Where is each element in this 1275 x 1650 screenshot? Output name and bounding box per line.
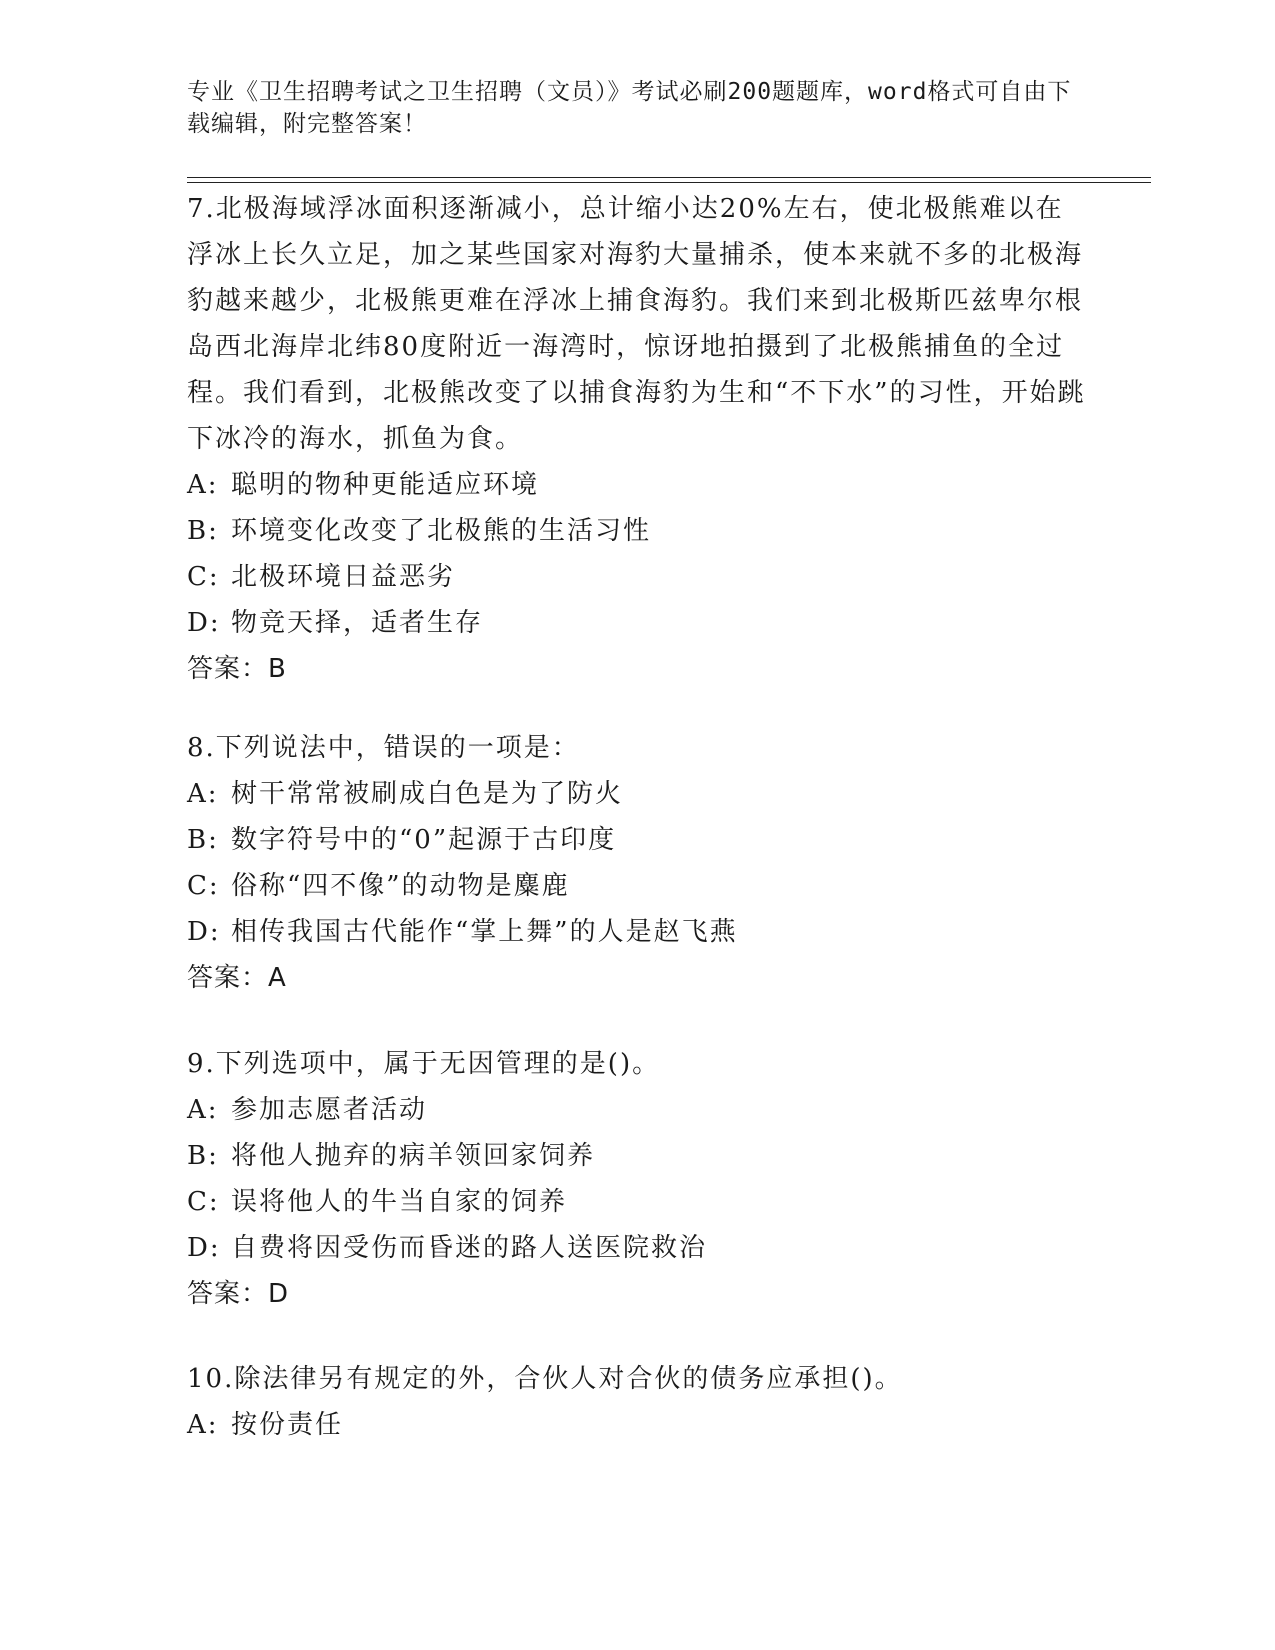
option-c bbox=[187, 554, 1087, 600]
option-text: 北极环境日益恶劣 bbox=[231, 562, 456, 592]
option-letter: D: bbox=[187, 608, 221, 638]
option-text: 俗称“四不像”的动物是麋鹿 bbox=[231, 871, 570, 901]
option-letter: D: bbox=[187, 917, 221, 947]
header-divider-top bbox=[187, 177, 1151, 178]
option-b bbox=[187, 1133, 1087, 1179]
option-letter: B: bbox=[187, 516, 219, 546]
option-text: 参加志愿者活动 bbox=[231, 1095, 428, 1125]
question-stem: 8.下列说法中，错误的一项是： bbox=[187, 733, 580, 763]
option-text: 自费将因受伤而昏迷的路人送医院救治 bbox=[231, 1233, 708, 1263]
option-b bbox=[187, 508, 1087, 554]
option-letter: A: bbox=[187, 779, 219, 809]
question-stem: 7.北极海域浮冰面积逐渐减小，总计缩小达20%左右，使北极熊难以在浮冰上长久立足，加之某些国家对海豹大量捕杀，使本来就不多的北极海豹越来越少，北极熊更难在浮冰上捕食海豹。我们来到北极斯匹兹卑尔根岛西北海岸北纬80度附近一海湾时，惊讶地拍摄到了北极熊捕鱼的全过程。我们看到，北极熊改变了以捕食海豹为生和“不下水”的习性，开始跳下冰冷的海水，抓鱼为食。 bbox=[187, 194, 1086, 454]
option-a bbox=[187, 771, 1087, 817]
option-a bbox=[187, 1087, 1087, 1133]
option-text: 将他人抛弃的病羊领回家饲养 bbox=[231, 1141, 596, 1171]
option-b bbox=[187, 817, 1087, 863]
document-header: 专业《卫生招聘考试之卫生招聘（文员）》考试必刷200题题库，word格式可自由下载编辑，附完整答案！ bbox=[187, 79, 1072, 137]
option-letter: B: bbox=[187, 825, 219, 855]
option-letter: C: bbox=[187, 871, 220, 901]
header-divider-bottom bbox=[187, 182, 1151, 183]
question-7 bbox=[187, 186, 1087, 692]
option-c bbox=[187, 1179, 1087, 1225]
option-d bbox=[187, 909, 1087, 955]
option-letter: D: bbox=[187, 1233, 221, 1263]
question-9 bbox=[187, 1041, 1087, 1317]
option-a bbox=[187, 1402, 1087, 1448]
answer-label: 答案：B bbox=[187, 654, 287, 684]
option-text: 聪明的物种更能适应环境 bbox=[231, 470, 540, 500]
option-text: 数字符号中的“0”起源于古印度 bbox=[231, 825, 617, 855]
option-c bbox=[187, 863, 1087, 909]
option-d bbox=[187, 600, 1087, 646]
option-letter: B: bbox=[187, 1141, 219, 1171]
question-8 bbox=[187, 725, 1087, 1001]
option-text: 误将他人的牛当自家的饲养 bbox=[231, 1187, 568, 1217]
option-a bbox=[187, 462, 1087, 508]
question-stem: 9.下列选项中，属于无因管理的是()。 bbox=[187, 1049, 661, 1079]
answer-label: 答案：A bbox=[187, 963, 287, 993]
option-text: 物竞天择，适者生存 bbox=[231, 608, 484, 638]
option-text: 树干常常被刷成白色是为了防火 bbox=[231, 779, 624, 809]
option-letter: C: bbox=[187, 562, 220, 592]
option-text: 相传我国古代能作“掌上舞”的人是赵飞燕 bbox=[231, 917, 738, 947]
question-10 bbox=[187, 1356, 1087, 1448]
option-d bbox=[187, 1225, 1087, 1271]
answer-label: 答案：D bbox=[187, 1279, 290, 1309]
option-letter: A: bbox=[187, 470, 219, 500]
option-text: 按份责任 bbox=[231, 1410, 344, 1440]
option-letter: C: bbox=[187, 1187, 220, 1217]
question-stem: 10.除法律另有规定的外，合伙人对合伙的债务应承担()。 bbox=[187, 1364, 903, 1394]
option-letter: A: bbox=[187, 1095, 219, 1125]
option-text: 环境变化改变了北极熊的生活习性 bbox=[231, 516, 652, 546]
option-letter: A: bbox=[187, 1410, 219, 1440]
